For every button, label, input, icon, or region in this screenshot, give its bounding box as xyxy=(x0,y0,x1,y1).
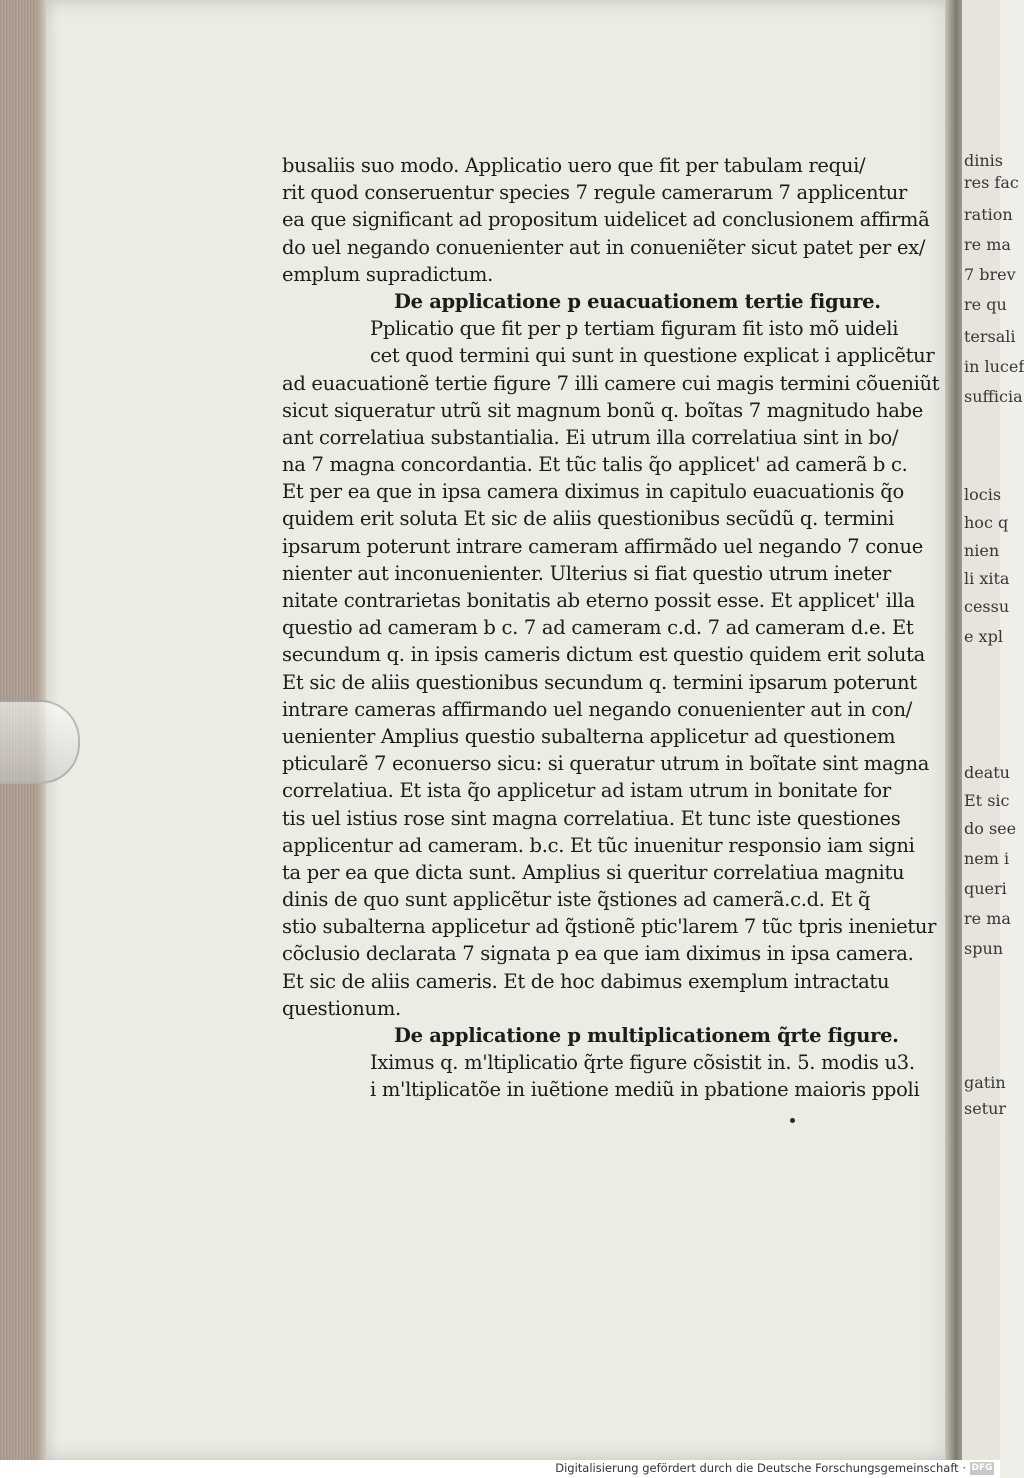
dfg-logo: DFG xyxy=(971,1463,993,1473)
next-page-strip xyxy=(962,0,1024,1460)
text-line: ea que significant ad propositum uidelicet ad conclusionem affirmã xyxy=(282,208,930,232)
text-line: Et sic de aliis cameris. Et de hoc dabimus exemplum intractatu xyxy=(282,969,890,993)
next-page-fragment: ration xyxy=(964,205,1013,224)
text-line: Et sic de aliis questionibus secundum q. termini ipsarum poterunt xyxy=(282,670,917,694)
next-page-fragment: 7 brev xyxy=(964,265,1016,284)
text-line: cet quod termini qui sunt in questione explicat i applicẽtur xyxy=(370,344,935,368)
text-line: correlatiua. Et ista q̃o applicetur ad istam utrum in bonitate for xyxy=(282,779,891,803)
footer-bar xyxy=(0,1460,1000,1478)
next-page-fragment: tersali xyxy=(964,327,1016,346)
text-line: i m'ltiplicatõe in iuẽtione mediũ in pbatione maioris ppoli xyxy=(370,1078,920,1102)
next-page-fragment: spun xyxy=(964,939,1004,958)
text-line: tis uel istius rose sint magna correlatiua. Et tunc iste questiones xyxy=(282,806,901,830)
text-line: nienter aut inconuenienter. Ulterius si fiat questio utrum ineter xyxy=(282,561,891,585)
text-line: do uel negando conuenienter aut in conueniẽter sicut patet per ex/ xyxy=(282,235,926,259)
text-line: questionum. xyxy=(282,996,401,1020)
next-page-fragment: dinis xyxy=(964,151,1003,170)
section-heading: De applicatione p euacuationem tertie figure. xyxy=(394,289,881,313)
next-page-fragment: e xpl xyxy=(964,627,1003,646)
text-line: dinis de quo sunt applicẽtur iste q̃stiones ad camerã.c.d. Et q̃ xyxy=(282,888,871,912)
next-page-fragment: deatu xyxy=(964,763,1010,782)
next-page-fragment: sufficia xyxy=(964,387,1023,406)
text-line: rit quod conseruentur species 7 regule camerarum 7 applicentur xyxy=(282,181,908,205)
text-line: applicentur ad cameram. b.c. Et tũc inuenitur responsio iam signi xyxy=(282,833,915,857)
next-page-fragment: locis xyxy=(964,485,1002,504)
next-page-fragment: Et sic xyxy=(964,791,1010,810)
next-page-fragment: re ma xyxy=(964,235,1011,254)
text-line: ant correlatiua substantialia. Ei utrum illa correlatiua sint in bo/ xyxy=(282,425,899,449)
next-page-fragment: re ma xyxy=(964,909,1011,928)
text-line: intrare cameras affirmando uel negando conuenienter aut in con/ xyxy=(282,697,913,721)
text-line: emplum supradictum. xyxy=(282,262,494,286)
text-line: ipsarum poterunt intrare cameram affirmãdo uel negando 7 conue xyxy=(282,534,924,558)
page-clip-bookmark xyxy=(0,700,80,784)
next-page-fragment: nien xyxy=(964,541,1000,560)
section-heading: De applicatione p multiplicationem q̃rte figure. xyxy=(394,1024,899,1047)
funding-credit: Digitalisierung gefördert durch die Deutsche Forschungsgemeinschaft · xyxy=(555,1461,966,1475)
next-page-fragment: in lucef xyxy=(964,357,1024,376)
text-line: ad euacuationẽ tertie figure 7 illi camere cui magis termini cõueniũt xyxy=(282,371,940,395)
next-page-fragment: hoc q xyxy=(964,513,1009,532)
text-line: Et per ea que in ipsa camera diximus in capitulo euacuationis q̃o xyxy=(282,480,904,504)
text-line: cõclusio declarata 7 signata p ea que iam diximus in ipsa camera. xyxy=(282,942,914,966)
text-line: Iximus q. m'ltiplicatio q̃rte figure cõsistit in. 5. modis u3. xyxy=(370,1051,915,1075)
ink-mark xyxy=(790,1118,795,1123)
text-line: Pplicatio que fit per p tertiam figuram fit isto mõ uideli xyxy=(370,317,899,341)
text-line: ta per ea que dicta sunt. Amplius si queritur correlatiua magnitu xyxy=(282,860,905,884)
next-page-fragment: setur xyxy=(964,1099,1007,1118)
next-page-fragment: queri xyxy=(964,879,1007,898)
text-block xyxy=(282,152,940,1104)
next-page-fragment: nem i xyxy=(964,849,1010,868)
text-line: pticularẽ 7 econuerso sicu: si queratur utrum in boĩtate sint magna xyxy=(282,752,930,776)
next-page-fragment: cessu xyxy=(964,597,1010,616)
text-line: busaliis suo modo. Applicatio uero que fit per tabulam requi/ xyxy=(282,154,866,177)
text-line: secundum q. in ipsis cameris dictum est questio quidem erit soluta xyxy=(282,643,925,667)
next-page-fragment: do see xyxy=(964,819,1017,838)
next-page-fragment: re qu xyxy=(964,295,1007,314)
text-line: questio ad cameram b c. 7 ad cameram c.d. 7 ad cameram d.e. Et xyxy=(282,616,914,640)
text-line: na 7 magna concordantia. Et tũc talis q̃o applicet' ad camerã b c. xyxy=(282,453,908,477)
text-line: stio subalterna applicetur ad q̃stionẽ ptic'larem 7 tũc tpris inenietur xyxy=(282,915,937,939)
text-line: nitate contrarietas bonitatis ab eterno possit esse. Et applicet' illa xyxy=(282,589,915,612)
next-page-fragment: gatin xyxy=(964,1073,1006,1092)
text-line: sicut siqueratur utrũ sit magnum bonũ q. boĩtas 7 magnitudo habe xyxy=(282,398,923,422)
text-line: uenienter Amplius questio subalterna applicetur ad questionem xyxy=(282,724,896,748)
text-line: quidem erit soluta Et sic de aliis questionibus secũdũ q. termini xyxy=(282,507,895,531)
next-page-fragment: res fac xyxy=(964,173,1019,192)
next-page-fragment: li xita xyxy=(964,569,1010,588)
